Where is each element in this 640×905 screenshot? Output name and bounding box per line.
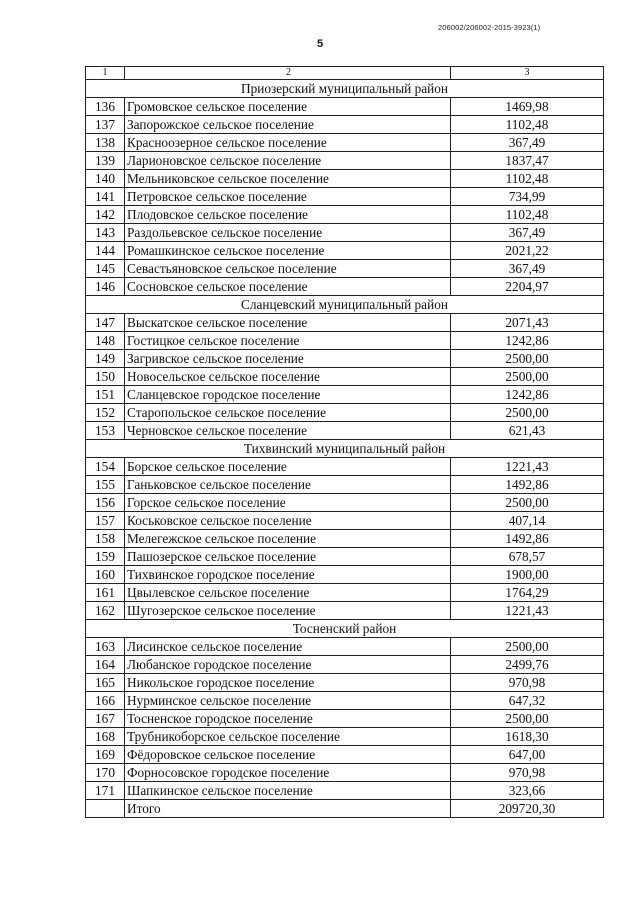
settlement-name: Форносовское городское поселение (125, 764, 451, 782)
settlement-name: Горское сельское поселение (125, 494, 451, 512)
row-number: 169 (86, 746, 125, 764)
row-number: 166 (86, 692, 125, 710)
amount-value: 1900,00 (451, 566, 604, 584)
amount-value: 1764,29 (451, 584, 604, 602)
amount-value: 367,49 (451, 224, 604, 242)
table-row (86, 332, 604, 350)
amount-value: 1221,43 (451, 458, 604, 476)
settlements-table (85, 66, 604, 818)
row-number: 151 (86, 386, 125, 404)
row-number: 170 (86, 764, 125, 782)
table-row (86, 350, 604, 368)
column-header-3: 3 (451, 67, 604, 80)
table-row (86, 260, 604, 278)
row-number: 171 (86, 782, 125, 800)
table-row (86, 170, 604, 188)
total-number (86, 800, 125, 818)
table-row (86, 710, 604, 728)
total-value: 209720,30 (451, 800, 604, 818)
row-number: 162 (86, 602, 125, 620)
table-row (86, 278, 604, 296)
settlement-name: Выскатское сельское поселение (125, 314, 451, 332)
table-row (86, 314, 604, 332)
row-number: 147 (86, 314, 125, 332)
settlement-name: Новосельское сельское поселение (125, 368, 451, 386)
row-number: 148 (86, 332, 125, 350)
row-number: 145 (86, 260, 125, 278)
row-number: 164 (86, 656, 125, 674)
amount-value: 970,98 (451, 764, 604, 782)
amount-value: 2021,22 (451, 242, 604, 260)
row-number: 152 (86, 404, 125, 422)
row-number: 140 (86, 170, 125, 188)
amount-value: 647,00 (451, 746, 604, 764)
table-row (86, 602, 604, 620)
settlement-name: Сосновское сельское поселение (125, 278, 451, 296)
amount-value: 621,43 (451, 422, 604, 440)
row-number: 156 (86, 494, 125, 512)
amount-value: 647,32 (451, 692, 604, 710)
settlement-name: Запорожское сельское поселение (125, 116, 451, 134)
column-header-2: 2 (125, 67, 451, 80)
table-row (86, 206, 604, 224)
table-row (86, 188, 604, 206)
row-number: 159 (86, 548, 125, 566)
settlement-name: Черновское сельское поселение (125, 422, 451, 440)
amount-value: 734,99 (451, 188, 604, 206)
table-row (86, 530, 604, 548)
amount-value: 1242,86 (451, 386, 604, 404)
table-row (86, 224, 604, 242)
amount-value: 1242,86 (451, 332, 604, 350)
table-row (86, 116, 604, 134)
amount-value: 1837,47 (451, 152, 604, 170)
row-number: 168 (86, 728, 125, 746)
amount-value: 1492,86 (451, 476, 604, 494)
row-number: 154 (86, 458, 125, 476)
table-row (86, 638, 604, 656)
row-number: 157 (86, 512, 125, 530)
settlement-name: Ларионовское сельское поселение (125, 152, 451, 170)
table-row (86, 512, 604, 530)
row-number: 143 (86, 224, 125, 242)
settlement-name: Коськовское сельское поселение (125, 512, 451, 530)
table-row (86, 728, 604, 746)
settlement-name: Плодовское сельское поселение (125, 206, 451, 224)
amount-value: 2500,00 (451, 350, 604, 368)
amount-value: 1492,86 (451, 530, 604, 548)
settlement-name: Красноозерное сельское поселение (125, 134, 451, 152)
row-number: 150 (86, 368, 125, 386)
amount-value: 2071,43 (451, 314, 604, 332)
section-header-row (86, 620, 604, 638)
settlement-name: Гостицкое сельское поселение (125, 332, 451, 350)
settlement-name: Загривское сельское поселение (125, 350, 451, 368)
row-number: 153 (86, 422, 125, 440)
settlement-name: Мельниковское сельское поселение (125, 170, 451, 188)
table-row (86, 494, 604, 512)
row-number: 142 (86, 206, 125, 224)
row-number: 163 (86, 638, 125, 656)
settlement-name: Старопольское сельское поселение (125, 404, 451, 422)
row-number: 158 (86, 530, 125, 548)
settlement-name: Петровское сельское поселение (125, 188, 451, 206)
settlement-name: Никольское городское поселение (125, 674, 451, 692)
settlement-name: Борское сельское поселение (125, 458, 451, 476)
amount-value: 2500,00 (451, 638, 604, 656)
table-row (86, 458, 604, 476)
row-number: 141 (86, 188, 125, 206)
section-title: Тосненский район (86, 620, 604, 638)
table-row (86, 584, 604, 602)
table-row (86, 404, 604, 422)
settlement-name: Цвылевское сельское поселение (125, 584, 451, 602)
settlement-name: Мелегежское сельское поселение (125, 530, 451, 548)
row-number: 139 (86, 152, 125, 170)
table-row (86, 152, 604, 170)
amount-value: 2204,97 (451, 278, 604, 296)
settlement-name: Тихвинское городское поселение (125, 566, 451, 584)
table-row (86, 566, 604, 584)
column-header-1: 1 (86, 67, 125, 80)
row-number: 144 (86, 242, 125, 260)
table-row (86, 692, 604, 710)
settlement-name: Трубникоборское сельское поселение (125, 728, 451, 746)
row-number: 161 (86, 584, 125, 602)
section-title: Тихвинский муниципальный район (86, 440, 604, 458)
amount-value: 407,14 (451, 512, 604, 530)
settlement-name: Громовское сельское поселение (125, 98, 451, 116)
settlement-name: Севастьяновское сельское поселение (125, 260, 451, 278)
table-header-row (86, 67, 604, 80)
table-row (86, 476, 604, 494)
amount-value: 323,66 (451, 782, 604, 800)
row-number: 165 (86, 674, 125, 692)
amount-value: 1102,48 (451, 206, 604, 224)
table-body (86, 67, 604, 818)
table-row (86, 656, 604, 674)
row-number: 149 (86, 350, 125, 368)
table-row (86, 746, 604, 764)
table-row (86, 98, 604, 116)
section-header-row (86, 296, 604, 314)
row-number: 137 (86, 116, 125, 134)
settlement-name: Шугозерское сельское поселение (125, 602, 451, 620)
total-label: Итого (125, 800, 451, 818)
row-number: 146 (86, 278, 125, 296)
amount-value: 2500,00 (451, 494, 604, 512)
row-number: 138 (86, 134, 125, 152)
table-row (86, 674, 604, 692)
section-header-row (86, 80, 604, 98)
settlement-name: Лисинское сельское поселение (125, 638, 451, 656)
settlement-name: Раздольевское сельское поселение (125, 224, 451, 242)
section-title: Сланцевский муниципальный район (86, 296, 604, 314)
settlement-name: Шапкинское сельское поселение (125, 782, 451, 800)
amount-value: 970,98 (451, 674, 604, 692)
table-row (86, 134, 604, 152)
settlement-name: Сланцевское городское поселение (125, 386, 451, 404)
row-number: 167 (86, 710, 125, 728)
table-row (86, 782, 604, 800)
page-number: 5 (316, 38, 324, 50)
row-number: 136 (86, 98, 125, 116)
settlement-name: Фёдоровское сельское поселение (125, 746, 451, 764)
row-number: 155 (86, 476, 125, 494)
amount-value: 367,49 (451, 134, 604, 152)
section-header-row (86, 440, 604, 458)
amount-value: 1469,98 (451, 98, 604, 116)
amount-value: 1102,48 (451, 170, 604, 188)
section-title: Приозерский муниципальный район (86, 80, 604, 98)
settlement-name: Любанское городское поселение (125, 656, 451, 674)
table-row (86, 422, 604, 440)
table-row (86, 368, 604, 386)
amount-value: 2500,00 (451, 710, 604, 728)
settlement-name: Ганьковское сельское поселение (125, 476, 451, 494)
amount-value: 1618,30 (451, 728, 604, 746)
settlement-name: Тосненское городское поселение (125, 710, 451, 728)
total-row (86, 800, 604, 818)
row-number: 160 (86, 566, 125, 584)
document-number: 206002/206002-2015-3923(1) (438, 23, 541, 32)
table-row (86, 764, 604, 782)
table-row (86, 386, 604, 404)
amount-value: 367,49 (451, 260, 604, 278)
settlement-name: Ромашкинское сельское поселение (125, 242, 451, 260)
settlement-name: Нурминское сельское поселение (125, 692, 451, 710)
amount-value: 2500,00 (451, 368, 604, 386)
table-row (86, 548, 604, 566)
amount-value: 1102,48 (451, 116, 604, 134)
table-row (86, 242, 604, 260)
amount-value: 2500,00 (451, 404, 604, 422)
amount-value: 678,57 (451, 548, 604, 566)
amount-value: 2499,76 (451, 656, 604, 674)
settlement-name: Пашозерское сельское поселение (125, 548, 451, 566)
amount-value: 1221,43 (451, 602, 604, 620)
